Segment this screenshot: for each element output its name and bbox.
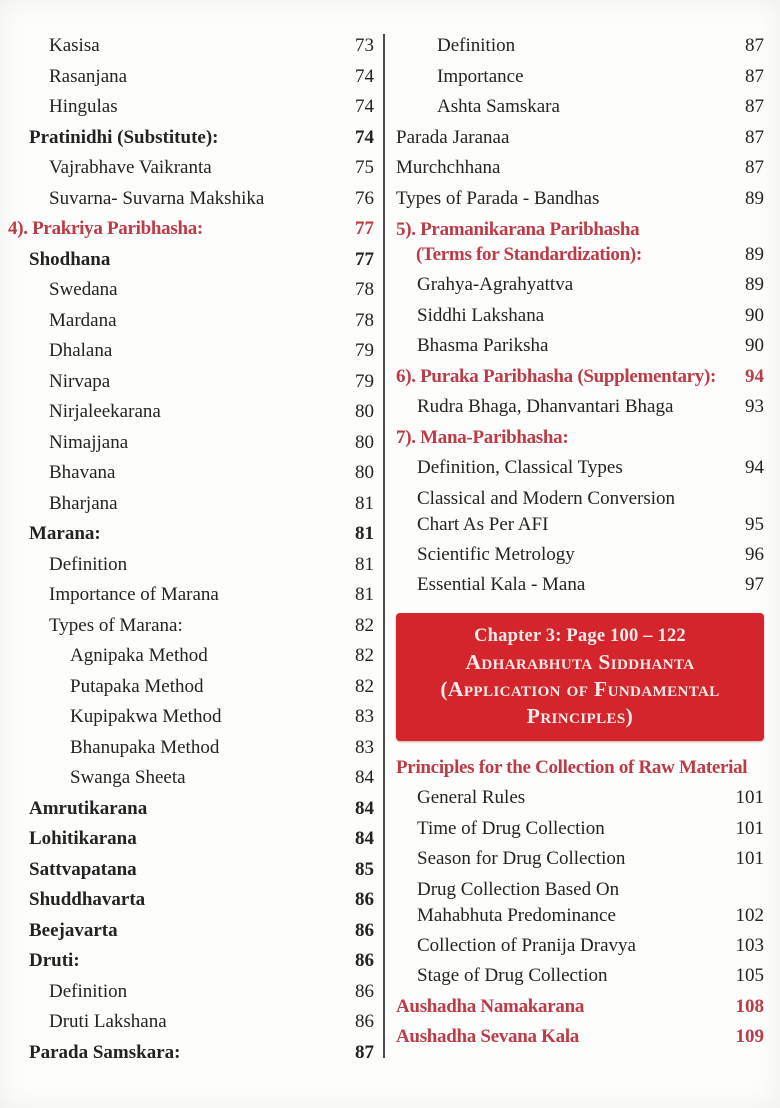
toc-entry-label: Kasisa: [49, 35, 100, 56]
toc-column-right: [396, 31, 764, 1053]
toc-entry-label: Siddhi Lakshana: [417, 304, 545, 326]
toc-entry-page: 79: [355, 340, 374, 361]
toc-entry-label: Types of Marana:: [49, 614, 183, 636]
toc-entry-page: 89: [745, 244, 764, 265]
toc-entry-label: Importance: [437, 65, 524, 87]
toc-entry-page: 78: [355, 279, 374, 300]
toc-row: [8, 428, 374, 459]
toc-row: [8, 885, 374, 916]
toc-entry-page: 78: [355, 309, 374, 331]
toc-entry-page: 84: [355, 828, 374, 849]
toc-entry-page: 95: [745, 513, 764, 535]
toc-row: [396, 423, 764, 454]
toc-entry-label: Essential Kala - Mana: [417, 574, 586, 595]
toc-row: [396, 92, 764, 123]
toc-entry-page: 87: [745, 96, 764, 117]
toc-entry-page: 105: [735, 965, 764, 986]
toc-entry-page: 77: [355, 248, 374, 270]
toc-entry-label: Swedana: [49, 279, 118, 300]
toc-entry-page: 74: [355, 126, 374, 148]
chapter-banner-title-line: Adharabhuta Siddhanta: [465, 649, 695, 674]
toc-entry-label: Sattvapatana: [29, 858, 137, 880]
toc-row: [8, 824, 374, 855]
toc-entry-page: 81: [355, 523, 374, 544]
toc-entry-label: Beejavarta: [29, 919, 118, 941]
toc-entry-label: 6). Puraka Paribhasha (Supplementary):: [396, 365, 717, 387]
toc-row: [396, 153, 764, 184]
toc-entry-page: 81: [355, 584, 374, 605]
column-divider: [383, 34, 385, 1058]
toc-row: [8, 916, 374, 947]
toc-entry-page: 84: [355, 797, 374, 819]
toc-entry-page: 102: [735, 904, 764, 926]
toc-row: [8, 458, 374, 489]
toc-row: [396, 270, 764, 301]
toc-row: [396, 362, 764, 393]
toc-entry-page: 86: [355, 980, 374, 1002]
toc-entry-label: Stage of Drug Collection: [417, 965, 608, 986]
toc-row: [8, 855, 374, 886]
toc-row: [396, 961, 764, 992]
toc-entry-label: Principles for the Collection of Raw Material: [396, 756, 748, 778]
toc-entry-page: 103: [735, 934, 764, 956]
toc-row: [396, 214, 764, 270]
toc-entry-label: Lohitikarana: [29, 828, 137, 849]
toc-row: [8, 977, 374, 1008]
toc-column-left: [8, 31, 374, 1068]
toc-entry-label: Agnipaka Method: [70, 645, 208, 666]
toc-entry-label: Collection of Pranija Dravya: [417, 934, 636, 956]
toc-entry-label: Rasanjana: [49, 65, 128, 87]
toc-entry-label: Marana:: [29, 523, 101, 544]
toc-entry-label: Bharjana: [49, 492, 118, 514]
toc-row: [396, 184, 764, 215]
toc-row: [8, 1007, 374, 1038]
toc-row: [396, 301, 764, 332]
toc-entry-label: Shuddhavarta: [29, 889, 146, 910]
toc-row: [8, 275, 374, 306]
toc-row: [396, 931, 764, 962]
toc-row: [396, 844, 764, 875]
toc-entry-page: 79: [355, 370, 374, 392]
toc-entry-label: Mardana: [49, 309, 117, 331]
toc-entry-label: Shodhana: [29, 248, 111, 270]
toc-row: [8, 611, 374, 642]
toc-entry-label: Drug Collection Based On Mahabhuta Predominance: [417, 879, 620, 926]
toc-entry-page: 80: [355, 462, 374, 483]
toc-entry-label: Scientific Metrology: [417, 543, 575, 565]
toc-entry-page: 97: [745, 574, 764, 595]
toc-entry-label: Aushadha Sevana Kala: [396, 1026, 580, 1047]
toc-row: [8, 794, 374, 825]
toc-entry-page: 82: [355, 675, 374, 697]
toc-entry-page: 108: [735, 995, 764, 1017]
toc-entry-label: Nirjaleekarana: [49, 401, 161, 422]
toc-row: [396, 484, 764, 540]
chapter-banner-page-range: Chapter 3: Page 100 – 122: [474, 625, 686, 646]
toc-entry-label: Putapaka Method: [70, 675, 204, 697]
toc-row: [8, 1038, 374, 1069]
toc-row: [396, 123, 764, 154]
toc-row: [8, 550, 374, 581]
toc-row: [8, 153, 374, 184]
toc-row: [396, 875, 764, 931]
toc-entry-page: 89: [745, 187, 764, 209]
toc-entry-page: 73: [355, 35, 374, 56]
toc-entry-label: Rudra Bhaga, Dhanvantari Bhaga: [417, 396, 674, 417]
toc-entry-label: Bhasma Pariksha: [417, 335, 549, 356]
toc-entry-page: 85: [355, 858, 374, 880]
toc-entry-label: Nimajjana: [49, 431, 129, 453]
toc-entry-page: 87: [355, 1041, 374, 1063]
toc-entry-label: Types of Parada - Bandhas: [396, 187, 600, 209]
toc-entry-label: Bhavana: [49, 462, 116, 483]
toc-row: [8, 489, 374, 520]
toc-entry-page: 83: [355, 736, 374, 758]
toc-row: [8, 31, 374, 62]
toc-entry-page: 87: [745, 65, 764, 87]
toc-row: [8, 763, 374, 794]
toc-row: [8, 245, 374, 276]
toc-entry-page: 86: [355, 919, 374, 941]
toc-entry-label: Definition: [49, 980, 128, 1002]
toc-entry-label: Definition: [437, 35, 516, 56]
toc-row: [8, 306, 374, 337]
toc-entry-label: Importance of Marana: [49, 584, 219, 605]
toc-entry-page: 77: [355, 218, 374, 239]
toc-entry-page: 80: [355, 431, 374, 453]
toc-entry-page: 76: [355, 187, 374, 209]
toc-row: [396, 62, 764, 93]
toc-entry-label: Aushadha Namakarana: [396, 995, 585, 1017]
toc-entry-label: Pratinidhi (Substitute):: [29, 126, 219, 148]
toc-row: [8, 184, 374, 215]
toc-entry-label: Murchchhana: [396, 157, 501, 178]
toc-entry-label: Classical and Modern Conversion Chart As Per AFI: [417, 488, 676, 535]
toc-entry-page: 86: [355, 950, 374, 971]
toc-entry-page: 87: [745, 126, 764, 148]
toc-entry-label: Suvarna- Suvarna Makshika: [49, 187, 265, 209]
toc-entry-page: 74: [355, 96, 374, 117]
toc-entry-label: 4). Prakriya Paribhasha:: [8, 218, 203, 239]
toc-entry-label: 5). Pramanikarana Paribhasha (Terms for Standardization):: [396, 218, 642, 265]
toc-row: [396, 570, 764, 601]
toc-entry-label: Swanga Sheeta: [70, 767, 186, 788]
toc-entry-page: 74: [355, 65, 374, 87]
toc-entry-page: 86: [355, 1011, 374, 1032]
toc-entry-label: General Rules: [417, 787, 526, 808]
toc-entry-page: 101: [735, 848, 764, 869]
toc-entry-label: Ashta Samskara: [437, 96, 560, 117]
toc-entry-page: 86: [355, 889, 374, 910]
chapter-banner-title-line: (Application of Fundamental: [440, 676, 720, 701]
toc-entry-label: Dhalana: [49, 340, 113, 361]
toc-entry-label: Definition, Classical Types: [417, 457, 623, 478]
toc-row: [8, 336, 374, 367]
toc-row: [396, 814, 764, 845]
toc-entry-page: 80: [355, 401, 374, 422]
toc-entry-label: Parada Jaranaa: [396, 126, 510, 148]
toc-row: [396, 992, 764, 1023]
toc-row: [396, 783, 764, 814]
toc-entry-label: Amrutikarana: [29, 797, 148, 819]
toc-entry-page: 81: [355, 492, 374, 514]
toc-entry-page: 94: [745, 365, 764, 387]
toc-row: [396, 753, 764, 784]
toc-entry-label: Hingulas: [49, 96, 118, 117]
toc-row: [8, 702, 374, 733]
toc-row: [8, 519, 374, 550]
toc-entry-label: Time of Drug Collection: [417, 817, 605, 839]
toc-row: [396, 392, 764, 423]
toc-row: [8, 733, 374, 764]
toc-row: [396, 453, 764, 484]
toc-entry-page: 82: [355, 614, 374, 636]
toc-entry-label: Parada Samskara:: [29, 1041, 181, 1063]
toc-row: [8, 367, 374, 398]
toc-row: [396, 331, 764, 362]
toc-entry-page: 87: [745, 157, 764, 178]
toc-entry-label: Definition: [49, 553, 128, 575]
toc-entry-page: 83: [355, 706, 374, 727]
toc-row: [8, 946, 374, 977]
toc-entry-page: 90: [745, 335, 764, 356]
toc-entry-page: 87: [745, 35, 764, 56]
toc-row: [396, 1022, 764, 1053]
toc-row: [8, 672, 374, 703]
toc-entry-label: Bhanupaka Method: [70, 736, 220, 758]
toc-entry-label: Kupipakwa Method: [70, 706, 222, 727]
toc-entry-page: 82: [355, 645, 374, 666]
toc-entry-label: 7). Mana-Paribhasha:: [396, 426, 569, 448]
toc-entry-page: 89: [745, 274, 764, 295]
toc-row: [8, 92, 374, 123]
toc-entry-page: 81: [355, 553, 374, 575]
toc-entry-label: Druti Lakshana: [49, 1011, 167, 1032]
toc-entry-page: 84: [355, 767, 374, 788]
toc-row: [8, 214, 374, 245]
toc-entry-label: Druti:: [29, 950, 80, 971]
toc-row: [8, 580, 374, 611]
toc-row: [8, 641, 374, 672]
chapter-banner-title-line: Principles): [526, 703, 634, 728]
toc-row: [8, 123, 374, 154]
toc-row: [8, 397, 374, 428]
toc-entry-page: 75: [355, 157, 374, 178]
toc-row: [396, 540, 764, 571]
toc-entry-page: 90: [745, 304, 764, 326]
chapter-banner: [396, 613, 764, 741]
toc-entry-page: 101: [735, 787, 764, 808]
toc-entry-label: Vajrabhave Vaikranta: [49, 157, 212, 178]
toc-row: [396, 31, 764, 62]
chapter-banner-title: [402, 649, 758, 730]
toc-entry-label: Season for Drug Collection: [417, 848, 626, 869]
toc-entry-page: 96: [745, 543, 764, 565]
toc-entry-page: 101: [735, 817, 764, 839]
toc-entry-page: 109: [735, 1026, 764, 1047]
toc-entry-page: 93: [745, 396, 764, 417]
toc-row: [8, 62, 374, 93]
toc-entry-label: Grahya-Agrahyattva: [417, 274, 574, 295]
toc-entry-page: 94: [745, 457, 764, 478]
toc-entry-label: Nirvapa: [49, 370, 111, 392]
